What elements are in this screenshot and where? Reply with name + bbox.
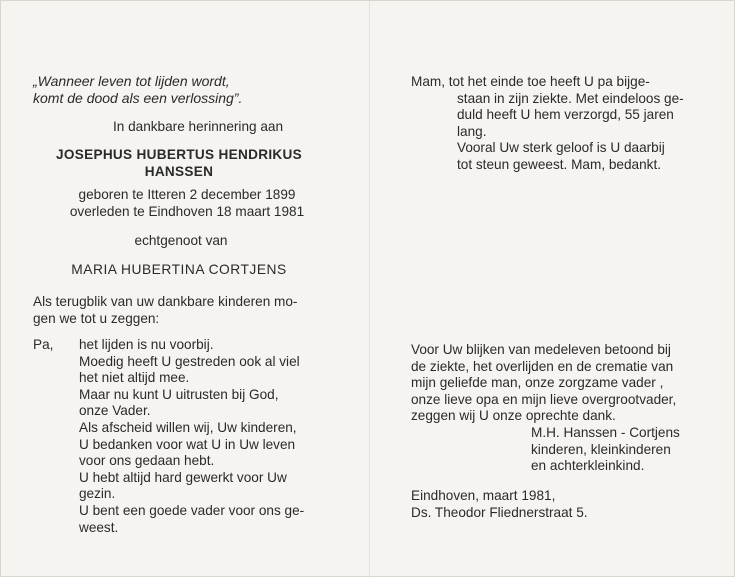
poem-line: onze Vader. xyxy=(79,403,151,419)
thanks-line: mijn geliefde man, onze zorgzame vader , xyxy=(411,375,664,391)
spouse-name: MARIA HUBERTINA CORTJENS xyxy=(71,262,287,277)
thanks-line: Voor Uw blijken van medeleven betoond bij xyxy=(411,342,671,357)
poem-line: voor ons gedaan hebt. xyxy=(79,453,215,469)
thanks-line: de ziekte, het overlijden en de crematie van xyxy=(411,358,674,374)
poem-line: U hebt altijd hard gewerkt voor Uw xyxy=(79,469,287,485)
quote-line: „Wanneer leven tot lijden wordt, xyxy=(33,73,230,89)
signature-line: en achterkleinkind. xyxy=(531,458,645,474)
thanks-line: onze lieve opa en mijn lieve overgrootvader, xyxy=(411,391,677,407)
intro-line: gen we tot u zeggen: xyxy=(33,310,160,326)
mam-line: duld heeft U hem verzorgd, 55 jaren xyxy=(457,107,674,123)
thanks-paragraph xyxy=(411,342,676,425)
life-dates xyxy=(37,187,337,220)
poem-line: Als afscheid willen wij, Uw kinderen, xyxy=(79,419,297,435)
poem-line: Moedig heeft U gestreden ook al viel xyxy=(79,353,300,369)
name-line: HANSSEN xyxy=(144,164,214,179)
card-fold xyxy=(369,1,370,578)
spouse-intro: echtgenoot van xyxy=(134,233,228,248)
poem-line: weest. xyxy=(79,519,119,535)
poem-line: U bedanken voor wat U in Uw leven xyxy=(79,436,296,452)
thanks-line: zeggen wij U onze oprechte dank. xyxy=(411,408,616,424)
deceased-name xyxy=(29,146,329,180)
signature-line: kinderen, kleinkinderen xyxy=(531,441,671,457)
mam-line: Mam, tot het einde toe heeft U pa bijge- xyxy=(411,74,650,89)
name-line: JOSEPHUS HUBERTUS HENDRIKUS xyxy=(55,147,303,162)
poem-line: gezin. xyxy=(79,486,116,502)
mam-line: lang. xyxy=(457,123,487,139)
remembrance-line: In dankbare herinnering aan xyxy=(112,119,284,134)
poem-line: U bent een goede vader voor ons ge- xyxy=(79,502,305,518)
place-address xyxy=(411,488,588,521)
opening-quote xyxy=(33,73,242,107)
signature-line: M.H. Hanssen - Cortjens xyxy=(531,425,680,440)
mam-line: Vooral Uw sterk geloof is U daarbij xyxy=(457,140,665,156)
poem xyxy=(79,337,304,536)
children-intro xyxy=(33,294,297,327)
poem-line: Maar nu kunt U uitrusten bij God, xyxy=(79,386,279,402)
place-date: Eindhoven, maart 1981, xyxy=(411,488,556,503)
poem-salutation: Pa, xyxy=(33,337,54,352)
mam-line: tot steun geweest. Mam, bedankt. xyxy=(457,156,662,172)
poem-line: het niet altijd mee. xyxy=(79,370,190,386)
intro-line: Als terugblik van uw dankbare kinderen mo- xyxy=(33,294,298,309)
birth-line: geboren te Itteren 2 december 1899 xyxy=(78,187,296,202)
address: Ds. Theodor Fliednerstraat 5. xyxy=(411,504,588,520)
mam-paragraph xyxy=(411,74,684,174)
death-line: overleden te Eindhoven 18 maart 1981 xyxy=(69,203,305,219)
poem-line: het lijden is nu voorbij. xyxy=(79,337,214,352)
mam-line: staan in zijn ziekte. Met eindeloos ge- xyxy=(457,90,684,106)
quote-line: komt de dood als een verlossing”. xyxy=(33,90,243,106)
signature-block xyxy=(531,425,680,475)
